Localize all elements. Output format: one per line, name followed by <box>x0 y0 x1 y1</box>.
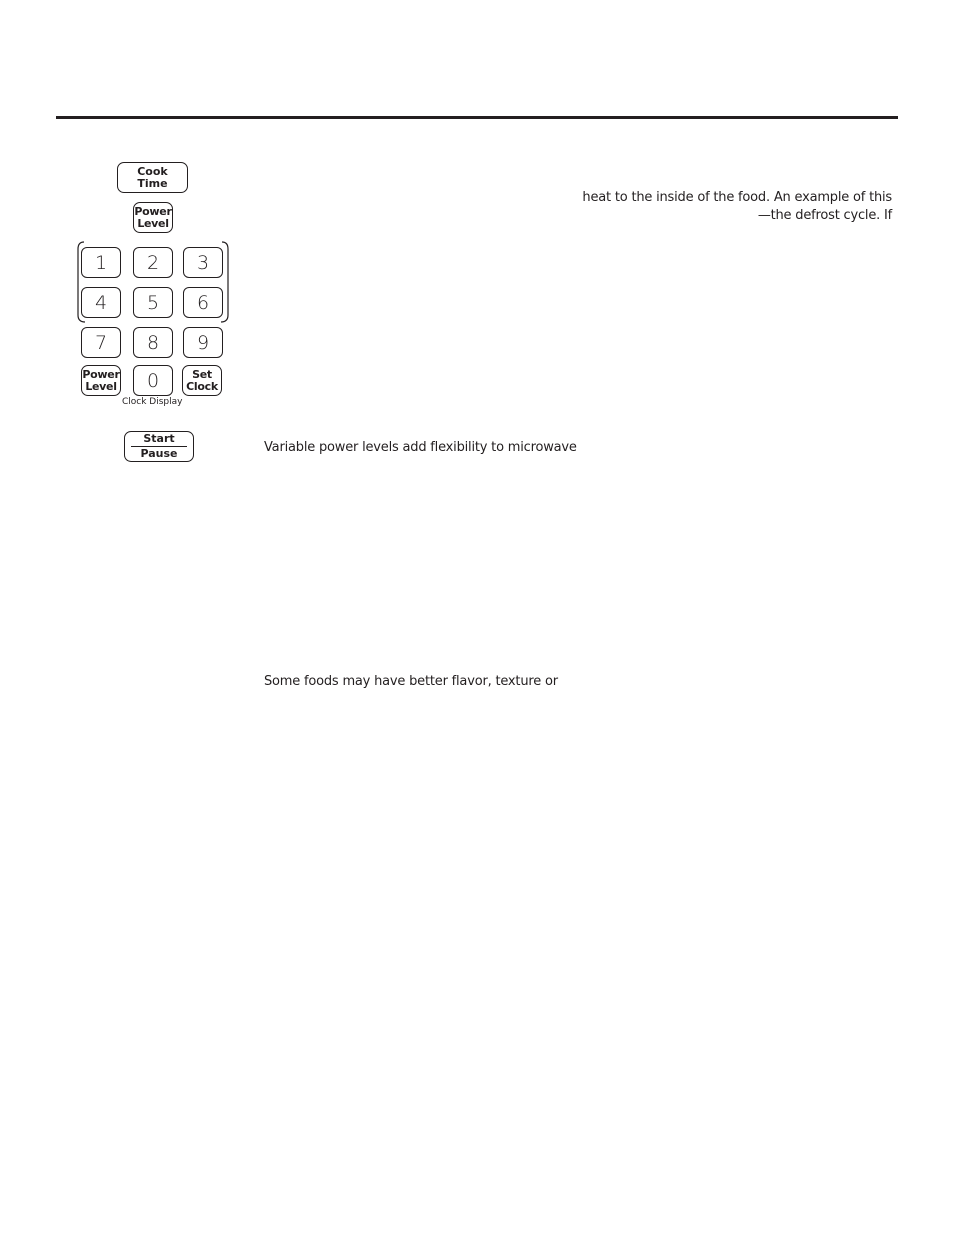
set-clock-button[interactable] <box>182 365 222 396</box>
start-pause-button[interactable] <box>124 431 194 462</box>
power-level-bottom-label-line1: Power <box>82 367 120 381</box>
digit-5-label: 5 <box>146 291 160 314</box>
clock-display-caption: Clock Display <box>122 397 183 407</box>
digit-8-label: 8 <box>146 331 160 354</box>
power-level-button-top[interactable] <box>133 202 173 233</box>
digit-5-button[interactable] <box>133 287 173 318</box>
body-text-line-1: heat to the inside of the food. An example of this <box>582 190 892 205</box>
pause-label: Pause <box>140 447 178 460</box>
start-label: Start <box>143 432 175 445</box>
power-level-top-label-line1: Power <box>134 204 172 218</box>
power-level-top-label-line2: Level <box>137 216 169 230</box>
digit-4-label: 4 <box>94 291 108 314</box>
digit-3-label: 3 <box>196 251 210 274</box>
power-level-bottom-label-line2: Level <box>85 379 117 393</box>
cook-time-button[interactable] <box>117 162 188 193</box>
digit-9-button[interactable] <box>183 327 223 358</box>
digit-2-button[interactable] <box>133 247 173 278</box>
cook-time-label-line2: Time <box>137 176 168 190</box>
digit-4-button[interactable] <box>81 287 121 318</box>
top-divider-rule <box>56 116 898 119</box>
body-text-line-4: Some foods may have better flavor, texture or <box>264 674 558 689</box>
body-text-line-3: Variable power levels add flexibility to microwave <box>264 440 577 455</box>
digit-0-label: 0 <box>146 369 160 392</box>
digit-9-label: 9 <box>196 331 210 354</box>
digit-1-label: 1 <box>94 251 108 274</box>
digit-6-button[interactable] <box>183 287 223 318</box>
body-text-line-2: —the defrost cycle. If <box>757 208 892 223</box>
digit-7-button[interactable] <box>81 327 121 358</box>
cook-time-label-line1: Cook <box>137 164 168 178</box>
digit-6-label: 6 <box>196 291 210 314</box>
digit-7-label: 7 <box>94 331 108 354</box>
set-clock-label-line2: Clock <box>186 379 218 393</box>
power-level-button-bottom[interactable] <box>81 365 121 396</box>
digit-1-button[interactable] <box>81 247 121 278</box>
digit-2-label: 2 <box>146 251 160 274</box>
set-clock-label-line1: Set <box>192 367 212 381</box>
digit-0-button[interactable] <box>133 365 173 396</box>
digit-3-button[interactable] <box>183 247 223 278</box>
digit-8-button[interactable] <box>133 327 173 358</box>
